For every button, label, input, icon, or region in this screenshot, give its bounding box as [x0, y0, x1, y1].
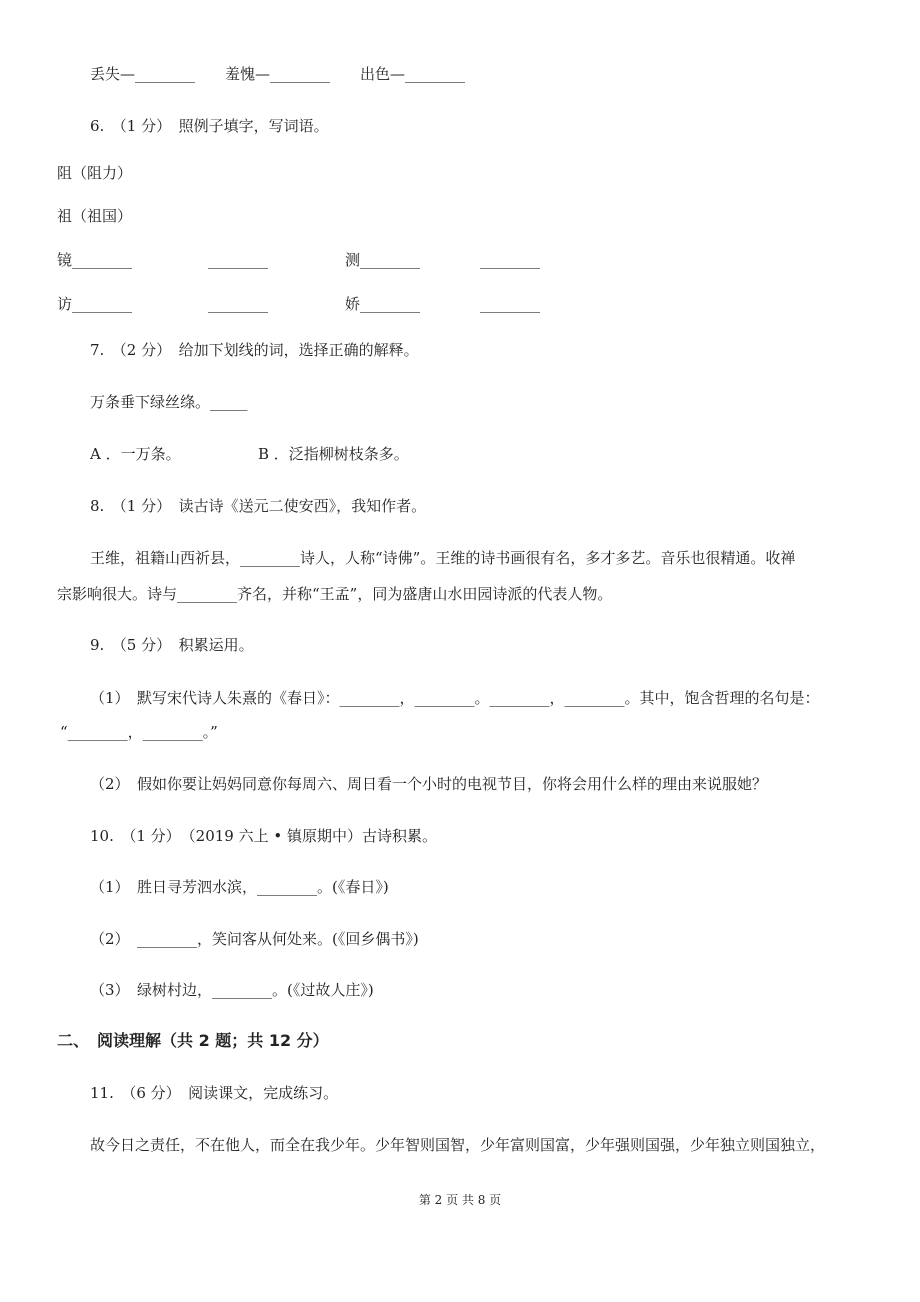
- q8-title: 8. （1 分） 读古诗《送元二使安西》，我知作者。: [90, 497, 427, 515]
- q11-title: 11. （6 分） 阅读课文，完成练习。: [90, 1084, 339, 1102]
- q10-part-1: （1） 胜日寻芳泗水滨，________。(《春日》): [90, 878, 389, 896]
- q5-antonym-line: 丢失—________ 羞愧—________ 出色—________: [90, 65, 466, 83]
- q6-row1-a: 镜________: [57, 251, 133, 269]
- q6-row2-a: 访________: [57, 295, 133, 313]
- q10-title: 10. （1 分） （2019 六上 • 镇原期中）古诗积累。: [90, 827, 437, 845]
- q6-row1-c: 测________: [345, 251, 421, 269]
- q7-title: 7. （2 分） 给加下划线的词，选择正确的解释。: [90, 341, 419, 359]
- q9-part-1-continued: “________，________。”: [60, 723, 218, 741]
- q7-option-a: A ．一万条。: [90, 445, 181, 463]
- page-footer: 第 2 页 共 8 页: [418, 1193, 502, 1207]
- q9-title: 9. （5 分） 积累运用。: [90, 636, 254, 654]
- q9-part-1: （1） 默写宋代诗人朱熹的《春日》：________，________。________，________。其中，饱含哲理的名句是：: [90, 689, 820, 707]
- q6-row1-b: ________: [208, 251, 268, 269]
- q11-passage-line: 故今日之责任，不在他人，而全在我少年。少年智则国智，少年富则国富，少年强则国强，少年独立则国独立，: [90, 1136, 826, 1154]
- q7-sentence: 万条垂下绿丝绦。_____: [90, 393, 248, 411]
- q6-row2-b: ________: [208, 295, 268, 313]
- q8-passage-line-2: 宗影响很大。诗与________齐名，并称“王孟”，同为盛唐山水田园诗派的代表人物。: [57, 585, 613, 603]
- q8-passage-line-1: 王维，祖籍山西祈县，________诗人，人称“诗佛”。王维的诗书画很有名，多才多艺。音乐也很精通。收禅: [90, 549, 796, 567]
- q6-example-1: 阻（阻力）: [57, 164, 133, 182]
- q6-row2-d: ________: [480, 295, 540, 313]
- q6-row1-d: ________: [480, 251, 540, 269]
- q10-part-2: （2） ________，笑问客从何处来。(《回乡偶书》): [90, 930, 419, 948]
- section-heading-reading: 二、 阅读理解（共 2 题；共 12 分）: [57, 1031, 329, 1050]
- q6-title: 6. （1 分） 照例子填字，写词语。: [90, 117, 329, 135]
- q10-part-3: （3） 绿树村边，________。(《过故人庄》): [90, 981, 374, 999]
- q6-example-2: 祖（祖国）: [57, 207, 133, 225]
- q6-row2-c: 娇________: [345, 295, 421, 313]
- q7-option-b: B ．泛指柳树枝条多。: [258, 445, 409, 463]
- q9-part-2: （2） 假如你要让妈妈同意你每周六、周日看一个小时的电视节目，你将会用什么样的理由来说服她？: [90, 775, 768, 793]
